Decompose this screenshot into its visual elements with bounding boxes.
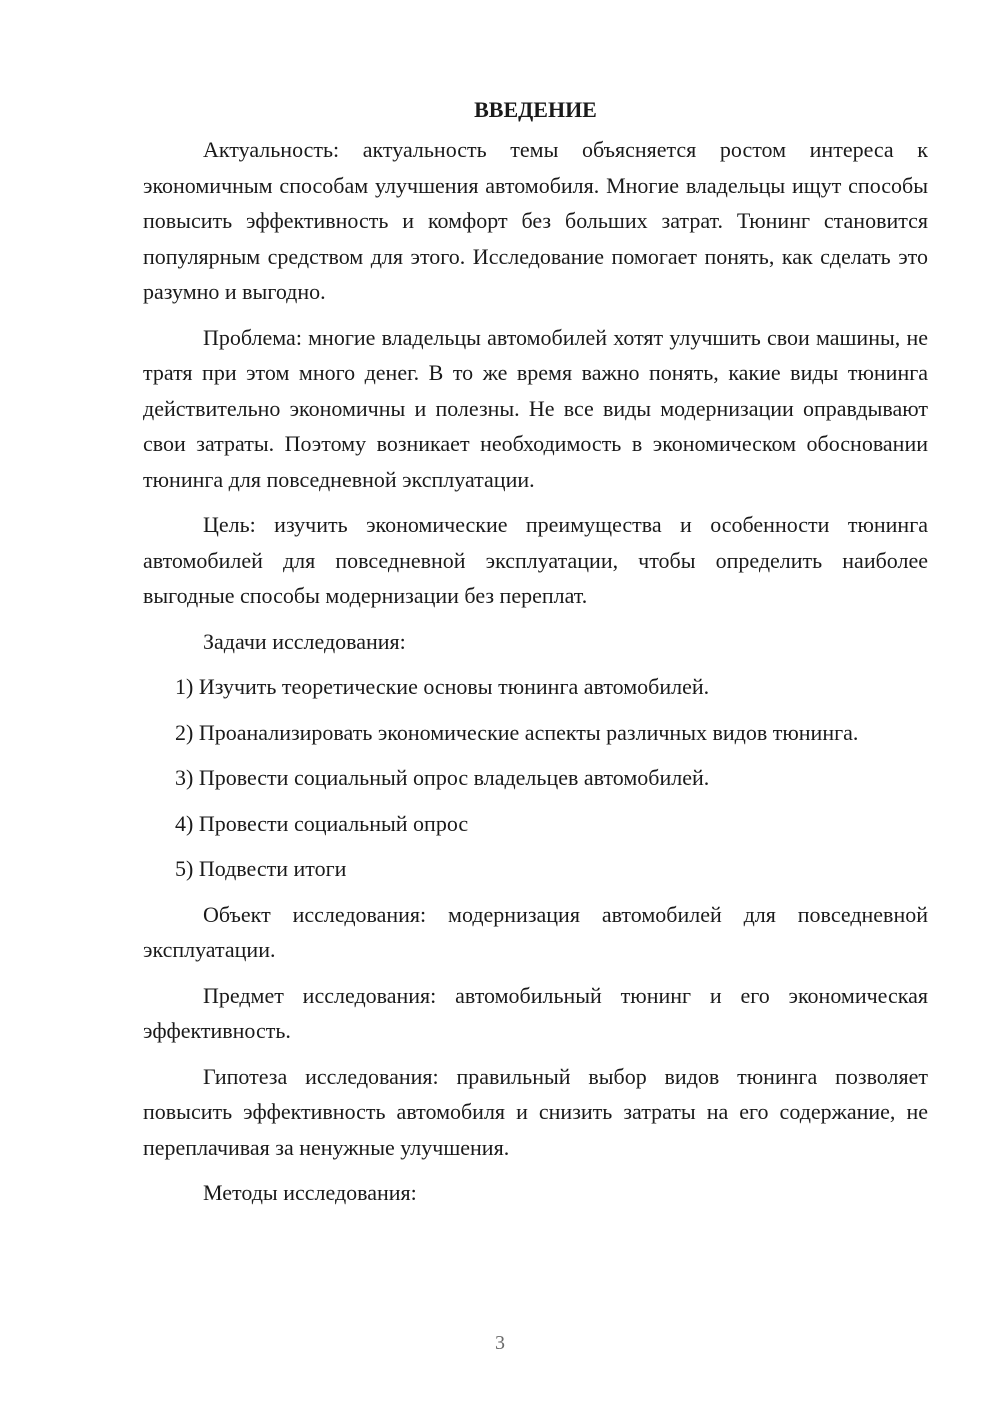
list-item: 2) Проанализировать экономические аспекты различных видов тюнинга. [175, 719, 859, 745]
list-item: 3) Провести социальный опрос владельцев автомобилей. [175, 765, 710, 790]
paragraph-hypothesis: Гипотеза исследования: правильный выбор видов тюнинга позволяет повысить эффективность автомобиля и снизить затраты на его содержание, не переплачивая за ненужные улучшения. [143, 1063, 928, 1160]
paragraph-problem: Проблема: многие владельцы автомобилей хотят улучшить свои машины, не тратя при этом много денег. В то же время важно понять, какие виды тюнинга действительно экономичны и полезны. Не все виды модернизации оправдывают свои затраты. Поэтому возникает необходимость в экономическом обосновании тюнинга для повседневной эксплуатации. [143, 324, 928, 492]
list-item: 5) Подвести итоги [175, 856, 347, 881]
page-number: 3 [495, 1332, 505, 1354]
paragraph-object: Объект исследования: модернизация автомобилей для повседневной эксплуатации. [143, 901, 928, 962]
page-title: ВВЕДЕНИЕ [474, 97, 597, 122]
document-page [143, 92, 928, 1221]
tasks-title: Задачи исследования: [203, 628, 406, 654]
list-item: 4) Провести социальный опрос [175, 810, 469, 836]
paragraph-relevance: Актуальность: актуальность темы объясняется ростом интереса к экономичным способам улучшения автомобиля. Многие владельцы ищут способы повысить эффективность и комфорт без больших затрат. Тюнинг становится популярным средством для этого. Исследование помогает понять, как сделать это разумно и выгодно. [143, 137, 928, 304]
list-item: 1) Изучить теоретические основы тюнинга автомобилей. [175, 674, 710, 699]
paragraph-goal: Цель: изучить экономические преимущества и особенности тюнинга автомобилей для повседневной эксплуатации, чтобы определить наиболее выгодные способы модернизации без переплат. [143, 512, 928, 608]
methods-title: Методы исследования: [203, 1180, 417, 1205]
paragraph-subject: Предмет исследования: автомобильный тюнинг и его экономическая эффективность. [143, 982, 928, 1043]
